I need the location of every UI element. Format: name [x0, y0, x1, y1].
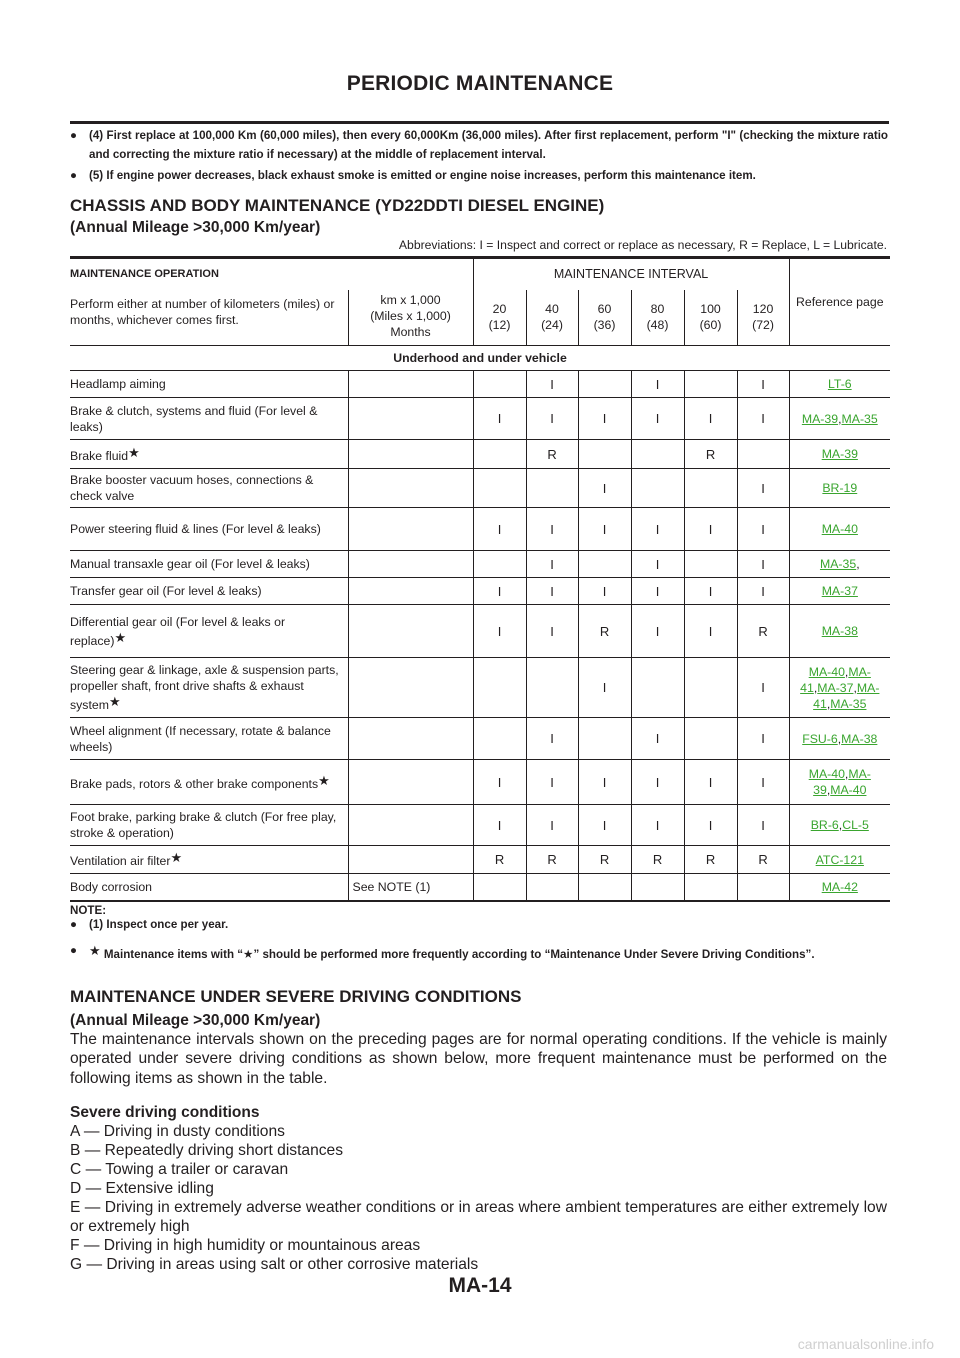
bullet-note-5: ● (5) If engine power decreases, black exhaust smoke is emitted or engine noise increases, perform this maintenance item. [70, 166, 888, 185]
note-cell [348, 371, 473, 398]
interval-value-cell: I [473, 578, 526, 605]
interval-value-cell: I [526, 551, 578, 578]
table-row [70, 658, 890, 718]
interval-value-cell: I [737, 658, 789, 718]
interval-value-cell: I [526, 760, 578, 805]
condition-item: F — Driving in high humidity or mountainous areas [70, 1237, 421, 1254]
reference-cell [789, 578, 890, 605]
interval-km: 60 [597, 302, 612, 317]
operation-label: Body corrosion [70, 879, 153, 894]
reference-link[interactable]: MA-35 [830, 696, 867, 711]
interval-km: 40 [545, 302, 559, 317]
operation-cell [70, 874, 348, 901]
condition-item: B — Repeatedly driving short distances [70, 1142, 344, 1159]
operation-label: Manual transaxle gear oil (For level & leaks) [70, 557, 310, 571]
table-row [70, 760, 890, 805]
reference-cell: MA-40,MA-41,MA-37,MA-41,MA-35 [789, 658, 890, 718]
reference-cell [789, 846, 890, 874]
operation-cell [70, 508, 348, 551]
interval-value-cell: I [737, 578, 789, 605]
section-heading-chassis: CHASSIS AND BODY MAINTENANCE (YD22DDTI DIESEL ENGINE) [70, 196, 605, 215]
reference-cell [789, 605, 890, 658]
interval-column-header [737, 290, 789, 346]
reference-link[interactable]: MA-40 [808, 664, 845, 679]
condition-item: D — Extensive idling [70, 1180, 214, 1197]
interval-miles: (36) [593, 318, 616, 333]
reference-cell [789, 469, 890, 508]
interval-value-cell [473, 874, 526, 901]
interval-value-cell [737, 440, 789, 469]
interval-value-cell: I [684, 578, 737, 605]
reference-cell: FSU-6,MA-38 [789, 718, 890, 760]
reference-link[interactable]: MA-35 [819, 557, 857, 571]
section-subheading-severe-mileage: (Annual Mileage >30,000 Km/year) [70, 1012, 321, 1029]
star-icon: ★ [89, 943, 101, 958]
table-row [70, 440, 890, 469]
interval-value-cell: I [526, 805, 578, 846]
table-row [70, 718, 890, 760]
interval-value-cell [526, 469, 578, 508]
interval-value-cell: I [684, 805, 737, 846]
reference-cell [789, 551, 890, 578]
condition-item: C — Towing a trailer or caravan [70, 1161, 289, 1178]
interval-value-cell: I [737, 718, 789, 760]
group-title-underhood: Underhood and under vehicle [70, 346, 890, 371]
operation-label: Wheel alignment (If necessary, rotate & balance wheels) [70, 723, 331, 754]
condition-item: E — Driving in extremely adverse weather conditions or in areas where ambient temperatures are either extremely low or extremely high [70, 1199, 887, 1235]
note-cell [348, 440, 473, 469]
reference-link[interactable]: MA-38 [841, 731, 878, 746]
interval-value-cell: I [473, 805, 526, 846]
interval-value-cell: I [631, 605, 684, 658]
interval-value-cell [631, 658, 684, 718]
interval-value-cell: I [737, 805, 789, 846]
bullet-icon: ● [70, 918, 78, 931]
table-row [70, 846, 890, 874]
reference-link[interactable]: LT-6 [827, 377, 852, 391]
interval-value-cell: I [737, 469, 789, 508]
note-cell [348, 578, 473, 605]
perform-either-text: Perform either at number of kilometers (miles) or months, whichever comes first. [70, 290, 348, 346]
operation-cell [70, 551, 348, 578]
table-row [70, 805, 890, 846]
note-item-star: ● ★ Maintenance items with “★” should be performed more frequently according to “Maintenance Under Severe Driving Conditions”. [70, 943, 815, 961]
note-cell [348, 398, 473, 440]
interval-value-cell: R [684, 440, 737, 469]
abbreviations-legend: Abbreviations: I = Inspect and correct or replace as necessary, R = Replace, L = Lubricate. [398, 238, 887, 252]
interval-value-cell: R [473, 846, 526, 874]
interval-value-cell: I [737, 371, 789, 398]
interval-value-cell: I [473, 398, 526, 440]
note-cell [348, 658, 473, 718]
interval-value-cell [684, 658, 737, 718]
reference-link[interactable]: MA-37 [817, 680, 854, 695]
interval-value-cell [473, 371, 526, 398]
reference-link[interactable]: MA-37 [821, 584, 858, 598]
interval-value-cell: I [737, 551, 789, 578]
star-icon: ★ [318, 772, 330, 788]
table-row [70, 469, 890, 508]
operation-label: Brake pads, rotors & other brake components [70, 776, 319, 791]
interval-value-cell: I [631, 760, 684, 805]
operation-cell [70, 469, 348, 508]
bullet-note-4: ● (4) First replace at 100,000 Km (60,000 miles), then every 60,000Km (36,000 miles). After first replacement, perform "I" (checking the mixture ratio and correcting the mixture ratio if necessary) at the middle of replacement interval. [70, 126, 888, 164]
interval-value-cell: I [631, 371, 684, 398]
interval-value-cell: I [631, 398, 684, 440]
interval-value-cell: I [737, 508, 789, 551]
reference-link[interactable]: MA-35 [841, 411, 878, 426]
reference-link[interactable]: FSU-6 [802, 731, 838, 746]
interval-value-cell: R [526, 440, 578, 469]
bullet-icon: ● [70, 169, 78, 182]
star-icon: ★ [128, 444, 140, 460]
operation-cell [70, 578, 348, 605]
interval-value-cell [526, 658, 578, 718]
operation-cell [70, 805, 348, 846]
interval-value-cell [631, 440, 684, 469]
watermark: carmanualsonline.info [797, 1336, 934, 1352]
note-cell [348, 805, 473, 846]
interval-value-cell [578, 371, 631, 398]
interval-value-cell: R [578, 605, 631, 658]
interval-value-cell: I [578, 658, 631, 718]
operation-cell [70, 760, 348, 805]
interval-value-cell: I [684, 398, 737, 440]
months-label: Months [390, 324, 431, 339]
page-number: MA-14 [448, 1274, 512, 1297]
interval-value-cell [631, 469, 684, 508]
operation-cell [70, 440, 348, 469]
interval-value-cell [684, 718, 737, 760]
page-title: PERIODIC MAINTENANCE [346, 72, 614, 95]
interval-value-cell [737, 874, 789, 901]
note-cell [348, 760, 473, 805]
interval-value-cell: I [526, 371, 578, 398]
note-cell [348, 469, 473, 508]
interval-miles: (24) [541, 318, 563, 333]
reference-link[interactable]: MA-40 [821, 522, 858, 536]
interval-miles: (72) [752, 318, 774, 333]
interval-value-cell [473, 658, 526, 718]
interval-value-cell: I [684, 760, 737, 805]
reference-cell: BR-6,CL-5 [789, 805, 890, 846]
operation-cell [70, 371, 348, 398]
operation-label: Steering gear & linkage, axle & suspension parts, propeller shaft, front drive shafts & exhaust system [70, 663, 339, 712]
interval-value-cell [473, 718, 526, 760]
interval-value-cell [578, 874, 631, 901]
interval-value-cell [473, 551, 526, 578]
col-header-reference: Reference page [789, 258, 890, 346]
condition-item: A — Driving in dusty conditions [70, 1123, 285, 1140]
reference-cell [789, 874, 890, 901]
reference-suffix: , [856, 557, 860, 571]
note-label: NOTE: [70, 904, 107, 917]
maintenance-table [70, 256, 890, 902]
reference-link[interactable]: MA-41 [800, 664, 871, 695]
reference-cell: MA-40,MA-39,MA-40 [789, 760, 890, 805]
reference-link[interactable]: MA-41 [813, 680, 880, 711]
interval-value-cell: I [578, 805, 631, 846]
interval-value-cell: R [631, 846, 684, 874]
interval-value-cell [684, 371, 737, 398]
table-row [70, 874, 890, 901]
km-label: km x 1,000 [380, 292, 441, 307]
interval-value-cell: I [737, 760, 789, 805]
interval-km: 120 [752, 302, 774, 317]
reference-link[interactable]: MA-42 [821, 879, 858, 894]
interval-value-cell: I [526, 605, 578, 658]
interval-column-header [631, 290, 684, 346]
table-row [70, 508, 890, 551]
reference-link[interactable]: MA-38 [821, 624, 858, 638]
table-row [70, 551, 890, 578]
reference-link[interactable]: MA-39 [813, 767, 871, 797]
reference-cell: MA-39,MA-35 [789, 398, 890, 440]
reference-cell [789, 371, 890, 398]
note-cell [348, 508, 473, 551]
operation-cell [70, 605, 348, 658]
interval-value-cell: I [526, 578, 578, 605]
table-row [70, 605, 890, 658]
note-cell: See NOTE (1) [348, 874, 473, 901]
interval-value-cell [473, 469, 526, 508]
note-cell [348, 605, 473, 658]
reference-link[interactable]: ATC-121 [815, 852, 864, 867]
interval-value-cell: I [578, 760, 631, 805]
note-cell [348, 551, 473, 578]
reference-cell [789, 440, 890, 469]
operation-label: Ventilation air filter [70, 854, 171, 868]
table-row [70, 578, 890, 605]
interval-value-cell: I [526, 718, 578, 760]
interval-value-cell [578, 718, 631, 760]
table-row [70, 371, 890, 398]
note-cell [348, 846, 473, 874]
reference-link[interactable]: MA-40 [808, 767, 845, 781]
interval-value-cell [631, 874, 684, 901]
operation-label: Brake booster vacuum hoses, connections & check valve [70, 473, 314, 503]
interval-value-cell: I [631, 578, 684, 605]
operation-label: Brake fluid [70, 448, 129, 463]
interval-value-cell: I [578, 398, 631, 440]
interval-value-cell: R [737, 605, 789, 658]
interval-value-cell: I [684, 605, 737, 658]
reference-link[interactable]: BR-6 [810, 818, 839, 832]
conditions-heading: Severe driving conditions [70, 1104, 260, 1121]
star-icon: ★ [108, 694, 121, 709]
title-divider [70, 121, 889, 124]
reference-cell [789, 508, 890, 551]
interval-value-cell: I [684, 508, 737, 551]
interval-value-cell: I [578, 578, 631, 605]
operation-cell [70, 846, 348, 874]
operation-label: Power steering fluid & lines (For level & leaks) [70, 522, 321, 536]
operation-label: Transfer gear oil (For level & leaks) [70, 584, 262, 598]
reference-link[interactable]: MA-39 [801, 411, 839, 426]
table-row [70, 398, 890, 440]
condition-item: G — Driving in areas using salt or other corrosive materials [70, 1256, 479, 1273]
interval-miles: (12) [488, 318, 511, 333]
interval-km: 20 [492, 302, 507, 317]
reference-link[interactable]: CL-5 [842, 818, 869, 832]
interval-value-cell: I [473, 760, 526, 805]
operation-label: Brake & clutch, systems and fluid (For level & leaks) [70, 403, 318, 434]
operation-label: Foot brake, parking brake & clutch (For free play, stroke & operation) [70, 810, 337, 840]
interval-value-cell: I [631, 718, 684, 760]
severe-intro-paragraph: The maintenance intervals shown on the preceding pages are for normal operating conditions. If the vehicle is mainly operated under severe driving conditions as shown below, more frequent maintenance must be performed on the following items as shown in the table. [70, 1031, 887, 1087]
note-cell [348, 718, 473, 760]
col-header-operation: MAINTENANCE OPERATION [70, 258, 473, 290]
col-header-interval: MAINTENANCE INTERVAL [473, 258, 789, 290]
miles-label: (Miles x 1,000) [370, 308, 451, 323]
interval-value-cell: I [473, 508, 526, 551]
interval-value-cell: I [526, 398, 578, 440]
operation-cell [70, 658, 348, 718]
operation-label: Differential gear oil (For level & leaks or replace) [70, 614, 286, 648]
interval-value-cell [684, 874, 737, 901]
reference-link[interactable]: BR-19 [822, 481, 858, 495]
star-icon: ★ [114, 629, 127, 645]
interval-column-header [578, 290, 631, 346]
operation-cell [70, 398, 348, 440]
interval-column-header [684, 290, 737, 346]
interval-value-cell [684, 551, 737, 578]
interval-value-cell: R [684, 846, 737, 874]
section-subheading-mileage: (Annual Mileage >30,000 Km/year) [70, 219, 321, 236]
reference-link[interactable]: MA-39 [821, 447, 858, 461]
operation-cell [70, 718, 348, 760]
interval-miles: (48) [646, 318, 669, 333]
interval-km: 80 [650, 302, 665, 317]
interval-value-cell [473, 440, 526, 469]
operation-label: Headlamp aiming [70, 377, 166, 391]
interval-column-header [473, 290, 526, 346]
interval-value-cell [578, 440, 631, 469]
star-icon: ★ [170, 850, 183, 865]
interval-value-cell: R [737, 846, 789, 874]
interval-value-cell: I [631, 551, 684, 578]
interval-value-cell [526, 874, 578, 901]
bullet-icon: ● [70, 944, 78, 957]
interval-value-cell: I [737, 398, 789, 440]
reference-link[interactable]: MA-40 [830, 783, 867, 797]
interval-value-cell: R [526, 846, 578, 874]
interval-value-cell [578, 551, 631, 578]
interval-value-cell: R [578, 846, 631, 874]
interval-value-cell: I [578, 469, 631, 508]
section-heading-severe: MAINTENANCE UNDER SEVERE DRIVING CONDITIONS [70, 987, 522, 1006]
interval-value-cell: I [631, 805, 684, 846]
interval-units-cell [348, 290, 473, 346]
interval-km: 100 [700, 302, 721, 317]
bullet-icon: ● [70, 129, 78, 142]
interval-column-header [526, 290, 578, 346]
interval-value-cell: I [526, 508, 578, 551]
interval-value-cell: I [578, 508, 631, 551]
note-item-1: ● (1) Inspect once per year. [70, 915, 888, 934]
interval-value-cell: I [631, 508, 684, 551]
interval-miles: (60) [699, 318, 722, 333]
interval-value-cell: I [473, 605, 526, 658]
interval-value-cell [684, 469, 737, 508]
